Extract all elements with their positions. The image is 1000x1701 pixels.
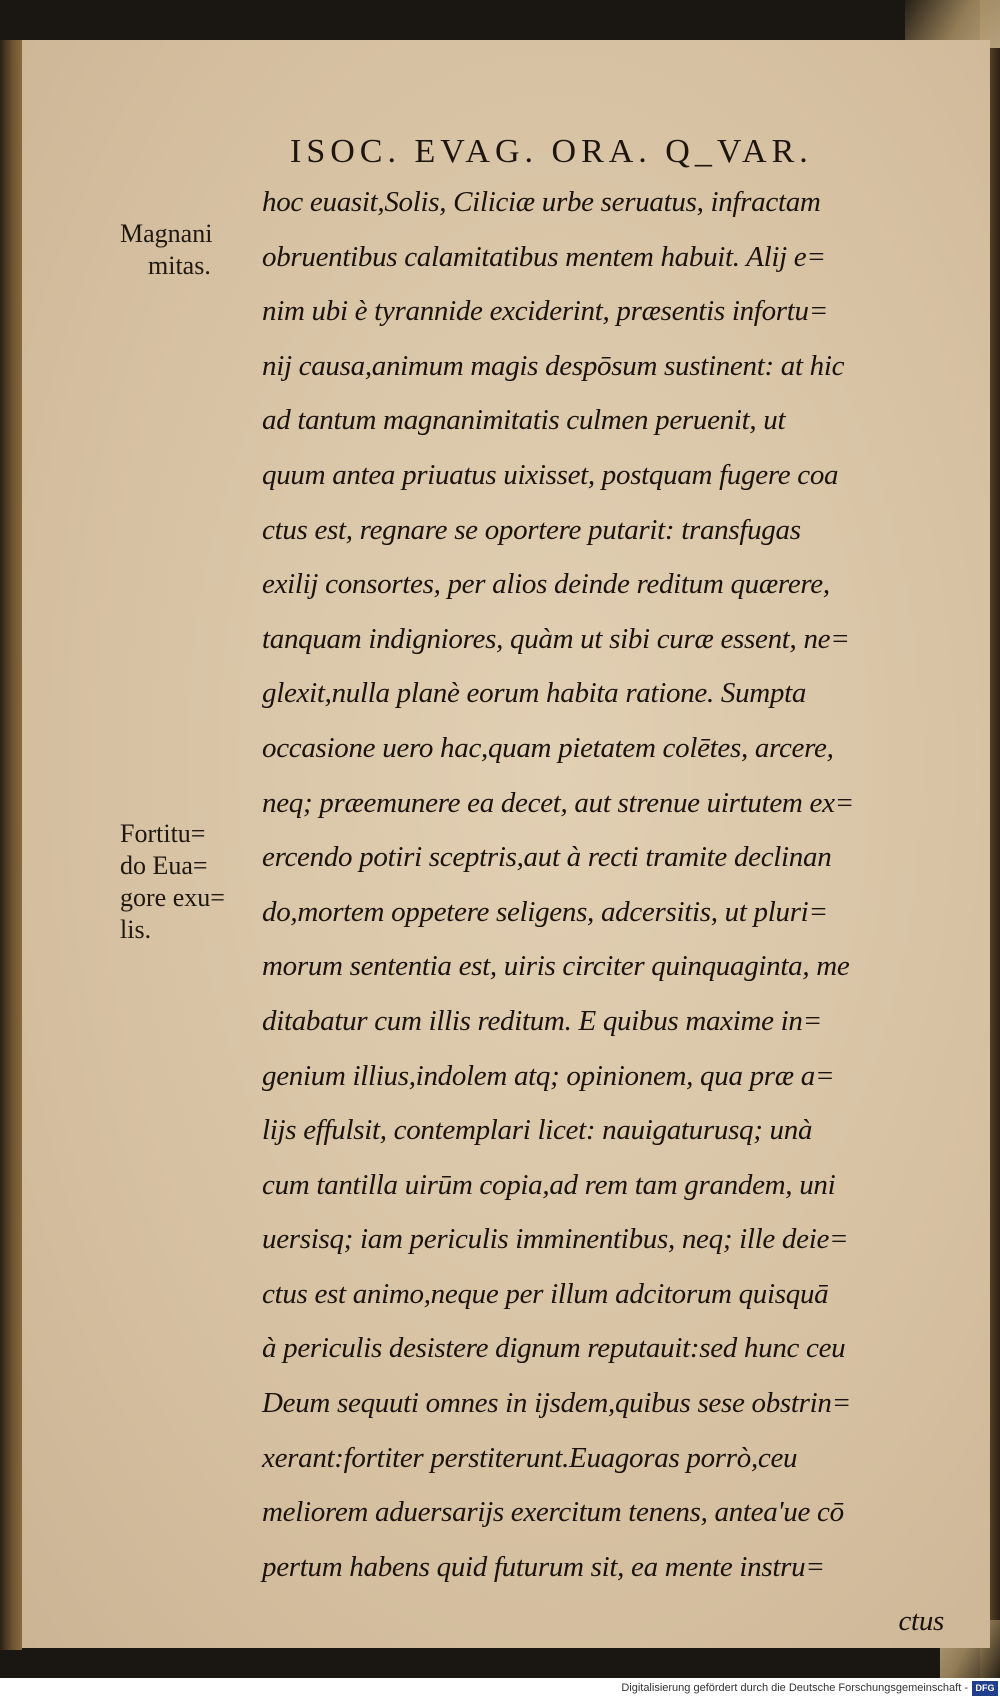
- body-line: pertum habens quid futurum sit, ea mente instru=: [262, 1550, 825, 1583]
- body-text-block: [262, 175, 952, 1649]
- funding-credit: Digitalisierung gefördert durch die Deutsche Forschungsgemeinschaft -: [621, 1682, 968, 1694]
- body-line: glexit,nulla planè eorum habita ratione. Sumpta: [262, 677, 807, 710]
- body-line: xerant:fortiter perstiterunt.Euagoras porrò,ceu: [262, 1441, 798, 1474]
- margin-note-fortitudo: [120, 818, 225, 946]
- body-line: ctus est, regnare se oportere putarit: transfugas: [262, 513, 801, 546]
- body-line: cum tantilla uirūm copia,ad rem tam grandem, uni: [262, 1168, 836, 1201]
- body-line: à periculis desistere dignum reputauit:sed hunc ceu: [262, 1332, 846, 1365]
- body-line: nim ubi è tyrannide exciderint, præsentis infortu=: [262, 295, 828, 328]
- body-line: do,mortem oppetere seligens, adcersitis, ut pluri=: [262, 895, 828, 928]
- body-line: ad tantum magnanimitatis culmen peruenit, ut: [262, 404, 786, 437]
- body-line: quum antea priuatus uixisset, postquam fugere coa: [262, 458, 839, 491]
- catchword: ctus: [898, 1605, 944, 1638]
- body-line: occasione uero hac,quam pietatem colētes, arcere,: [262, 731, 834, 764]
- body-line: obruentibus calamitatibus mentem habuit. Alij e=: [262, 240, 826, 273]
- body-line: hoc euasit,Solis, Ciliciæ urbe seruatus, infractam: [262, 186, 821, 218]
- body-line: lijs effulsit, contemplari licet: nauigaturusq; unà: [262, 1114, 813, 1147]
- body-line: uersisq; iam periculis imminentibus, neq; ille deie=: [262, 1223, 849, 1256]
- running-head: ISOC. EVAG. ORA. Q_VAR.: [290, 133, 813, 170]
- body-line: morum sententia est, uiris circiter quinquaginta, me: [262, 950, 850, 983]
- margin-note-line: gore exu=: [120, 883, 225, 912]
- margin-note-line: do Eua=: [120, 851, 208, 880]
- margin-note-line: lis.: [120, 915, 152, 944]
- margin-note-line: mitas.: [148, 251, 211, 280]
- body-line: neq; præemunere ea decet, aut strenue uirtutem ex=: [262, 786, 854, 819]
- body-line: exilij consortes, per alios deinde reditum quærere,: [262, 568, 830, 601]
- margin-note-magnanimitas: [120, 218, 212, 282]
- body-line: tanquam indigniores, quàm ut sibi curæ essent, ne=: [262, 622, 850, 655]
- margin-note-line: Magnani: [120, 219, 213, 248]
- footer-bar: [0, 1678, 1000, 1701]
- book-edge-left: [0, 40, 22, 1650]
- body-line: ditabatur cum illis reditum. E quibus maxime in=: [262, 1004, 822, 1037]
- body-line: Deum sequuti omnes in ijsdem,quibus sese obstrin=: [262, 1387, 851, 1420]
- body-line: genium illius,indolem atq; opinionem, qua præ a=: [262, 1059, 835, 1092]
- body-line: ctus est animo,neque per illum adcitorum quisquā: [262, 1277, 829, 1310]
- body-line: ercendo potiri sceptris,aut à recti tramite declinan: [262, 841, 832, 874]
- dfg-logo-icon: DFG: [972, 1681, 998, 1696]
- margin-note-line: Fortitu=: [120, 819, 206, 848]
- body-line: meliorem aduersarijs exercitum tenens, antea'ue cō: [262, 1496, 844, 1529]
- body-line: nij causa,animum magis despōsum sustinent: at hic: [262, 349, 845, 382]
